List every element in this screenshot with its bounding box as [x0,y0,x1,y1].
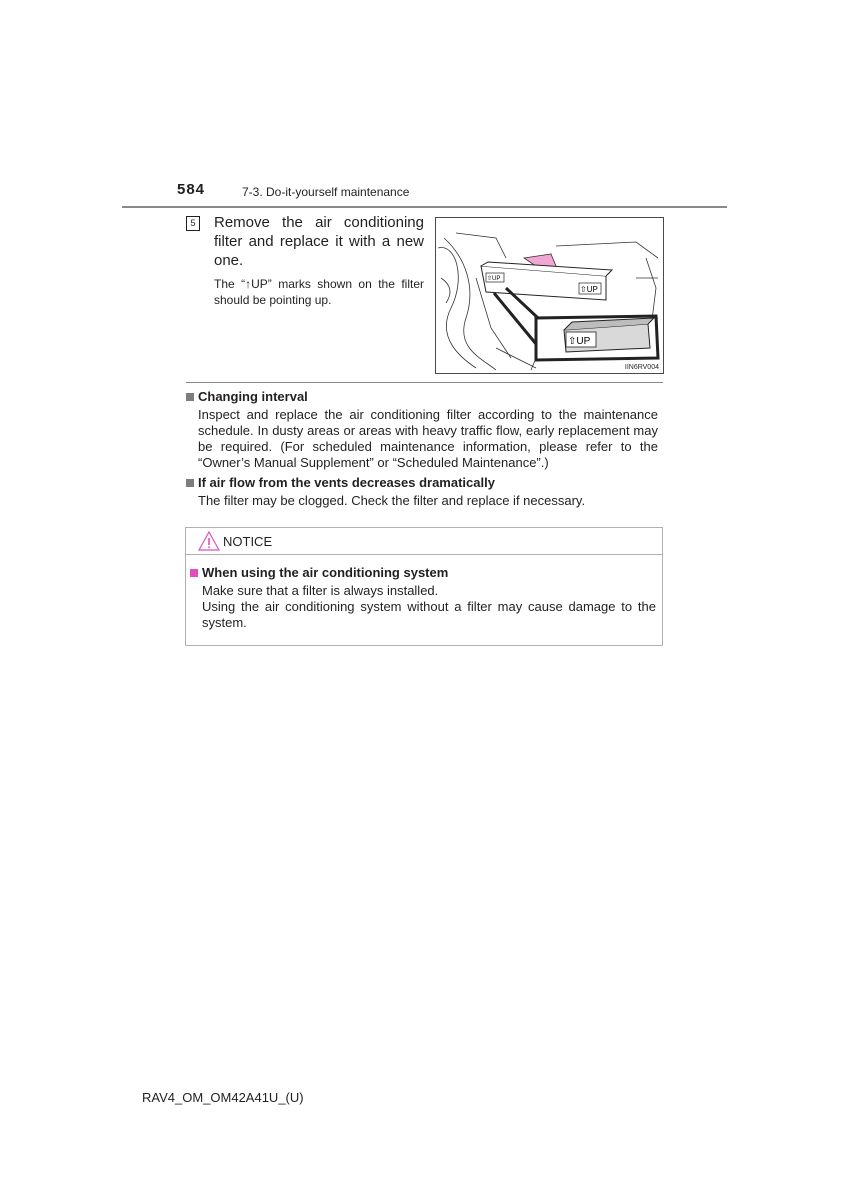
air-flow-heading [186,475,495,490]
square-bullet-icon [186,479,194,487]
changing-interval-heading [186,389,308,404]
air-flow-body: The filter may be clogged. Check the filter and replace if necessary. [198,493,586,508]
up-label-large: ⇧UP [568,336,591,347]
heading-text: If air flow from the vents decreases dramatically [198,475,495,490]
step-note: The “↑UP” marks shown on the filter should be pointing up. [214,277,424,307]
up-label-small: ⇧UP [487,276,501,282]
page-number: 584 [177,181,206,198]
footer-code: RAV4_OM_OM42A41U_(U) [142,1090,304,1105]
notice-subheading-text: When using the air conditioning system [202,565,449,580]
heading-text: Changing interval [198,389,308,404]
step-number-box: 5 [186,216,200,231]
notice-subheading [190,565,448,580]
notice-line-2: Using the air conditioning system without a filter may cause damage to the system. [202,599,656,630]
step-instruction: Remove the air conditioning filter and replace it with a new one. [214,214,424,269]
notice-body [202,583,656,631]
notice-header [186,528,662,555]
notice-box [185,527,663,646]
changing-interval-body: Inspect and replace the air conditioning filter according to the maintenance schedule. In dusty areas or areas with heavy traffic flow, early replacement may be required. (For scheduled maintenance information, please refer to the “Owner’s Manual Supplement” or “Scheduled Maintenance”.) [198,407,658,470]
square-bullet-icon [186,393,194,401]
warning-triangle-icon [198,531,220,551]
filter-drawing [436,218,663,373]
section-divider [186,382,663,383]
notice-line-1: Make sure that a filter is always installed. [202,583,439,598]
notice-title: NOTICE [223,534,273,549]
up-label-mid: ⇧UP [580,285,598,294]
header-divider [122,206,727,208]
section-title: 7-3. Do-it-yourself maintenance [242,185,410,199]
filter-illustration [435,217,664,374]
square-bullet-icon [190,569,198,577]
illustration-code: IIN6RV004 [624,364,659,371]
